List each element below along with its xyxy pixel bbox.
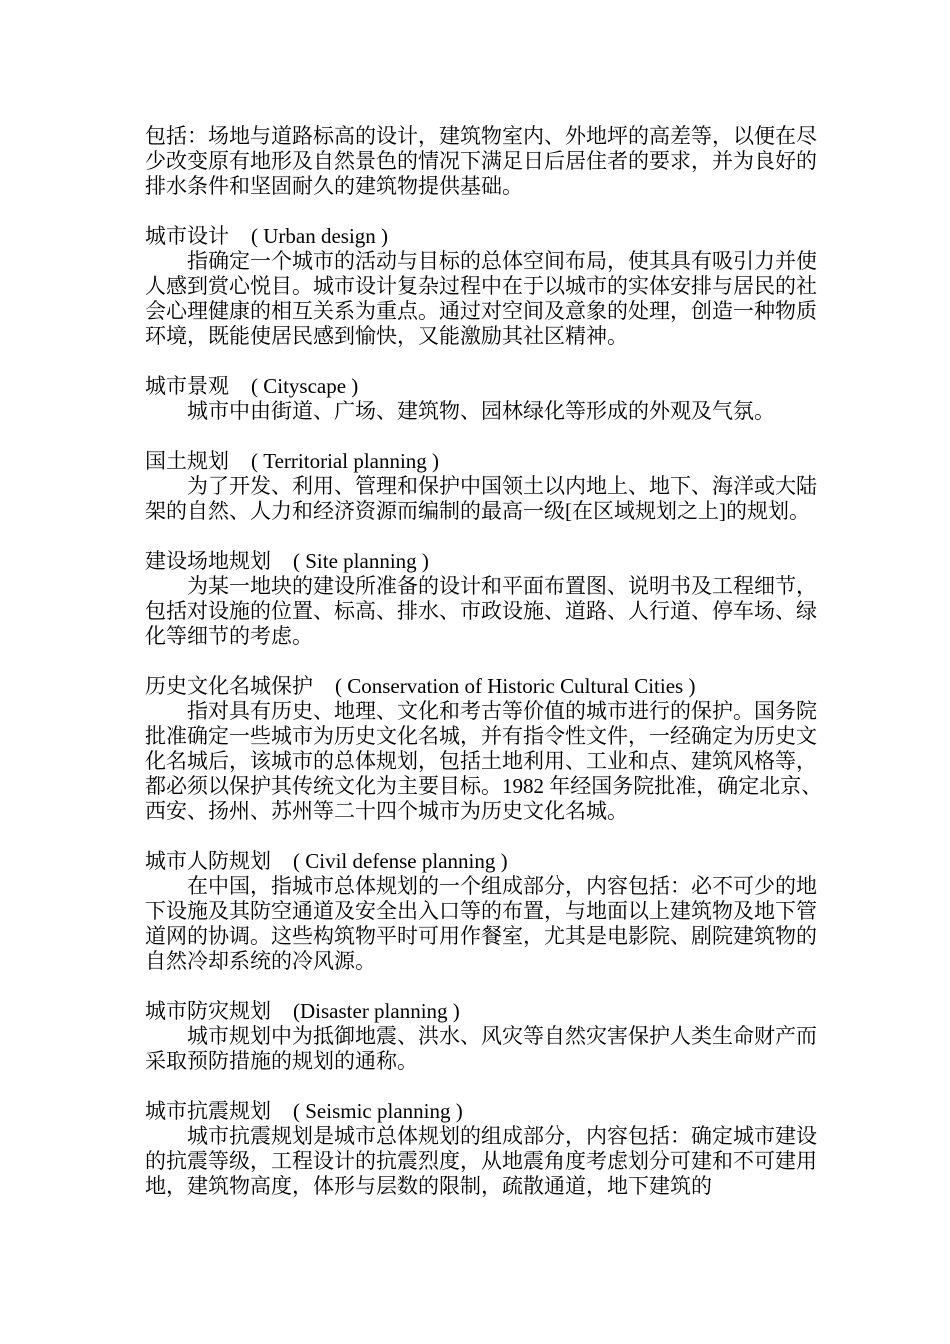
- entry-term: 城市防灾规划: [145, 999, 271, 1023]
- entry-definition: 指确定一个城市的活动与目标的总体空间布局，使其具有吸引力并使人感到赏心悦目。城市设计复杂过程中在于以城市的实体安排与居民的社会心理健康的相互关系为重点。通过对空间及意象的处理，创造一种物质环境，既能使居民感到愉快，又能激励其社区精神。: [145, 249, 817, 348]
- entry-term: 城市人防规划: [145, 849, 271, 873]
- entry-english: ( Seismic planning ): [293, 1099, 463, 1123]
- entry-term: 城市设计: [145, 224, 229, 248]
- entry-english: (Disaster planning ): [293, 999, 460, 1023]
- entry-english: ( Urban design ): [251, 224, 389, 248]
- glossary-entry: [145, 549, 825, 649]
- glossary-entry: [145, 374, 825, 424]
- entry-heading: [145, 224, 825, 249]
- entry-definition: 城市中由街道、广场、建筑物、园林绿化等形成的外观及气氛。: [187, 399, 775, 423]
- entry-heading: [145, 1099, 825, 1124]
- entry-term: 城市抗震规划: [145, 1099, 271, 1123]
- entry-heading: [145, 674, 825, 699]
- entry-english: ( Conservation of Historic Cultural Cities ): [335, 674, 696, 698]
- glossary-entry: [145, 674, 825, 824]
- glossary-entry: [145, 224, 825, 349]
- entry-definition: 为某一地块的建设所准备的设计和平面布置图、说明书及工程细节，包括对设施的位置、标高、排水、市政设施、道路、人行道、停车场、绿化等细节的考虑。: [145, 574, 817, 648]
- entry-term: 历史文化名城保护: [145, 674, 313, 698]
- entry-definition: 城市抗震规划是城市总体规划的组成部分，内容包括：确定城市建设的抗震等级，工程设计的抗震烈度，从地震角度考虑划分可建和不可建用地，建筑物高度，体形与层数的限制，疏散通道，地下建筑的: [145, 1124, 817, 1198]
- entry-heading: [145, 374, 825, 399]
- entry-term: 建设场地规划: [145, 549, 271, 573]
- entry-english: ( Cityscape ): [251, 374, 359, 398]
- entry-heading: [145, 999, 825, 1024]
- glossary-entry: [145, 999, 825, 1074]
- entry-definition: 指对具有历史、地理、文化和考古等价值的城市进行的保护。国务院批准确定一些城市为历史文化名城，并有指令性文件，一经确定为历史文化名城后，该城市的总体规划，包括土地利用、工业和点、建筑风格等，都必须以保护其传统文化为主要目标。1982 年经国务院批准，确定北京、西安、扬州、苏州等二十四个城市为历史文化名城。: [145, 699, 823, 823]
- entry-heading: [145, 549, 825, 574]
- entry-heading: [145, 849, 825, 874]
- entry-heading: [145, 449, 825, 474]
- document-body: [145, 124, 825, 1224]
- intro-paragraph: 包括：场地与道路标高的设计，建筑物室内、外地坪的高差等，以便在尽少改变原有地形及自然景色的情况下满足日后居住者的要求，并为良好的排水条件和坚固耐久的建筑物提供基础。: [145, 124, 817, 198]
- entry-english: ( Territorial planning ): [251, 449, 440, 473]
- glossary-entry: [145, 1099, 825, 1199]
- entry-english: ( Civil defense planning ): [293, 849, 508, 873]
- glossary-entry: [145, 449, 825, 524]
- entry-term: 国土规划: [145, 449, 229, 473]
- entry-definition: 城市规划中为抵御地震、洪水、风灾等自然灾害保护人类生命财产而采取预防措施的规划的通称。: [145, 1024, 817, 1073]
- glossary-entry: [145, 849, 825, 974]
- entry-definition: 为了开发、利用、管理和保护中国领土以内地上、地下、海洋或大陆架的自然、人力和经济资源而编制的最高一级[在区域规划之上]的规划。: [145, 474, 817, 523]
- entry-term: 城市景观: [145, 374, 229, 398]
- entry-definition: 在中国，指城市总体规划的一个组成部分，内容包括：必不可少的地下设施及其防空通道及安全出入口等的布置，与地面以上建筑物及地下管道网的协调。这些构筑物平时可用作餐室，尤其是电影院、剧院建筑物的自然冷却系统的冷风源。: [145, 874, 817, 973]
- entry-english: ( Site planning ): [293, 549, 429, 573]
